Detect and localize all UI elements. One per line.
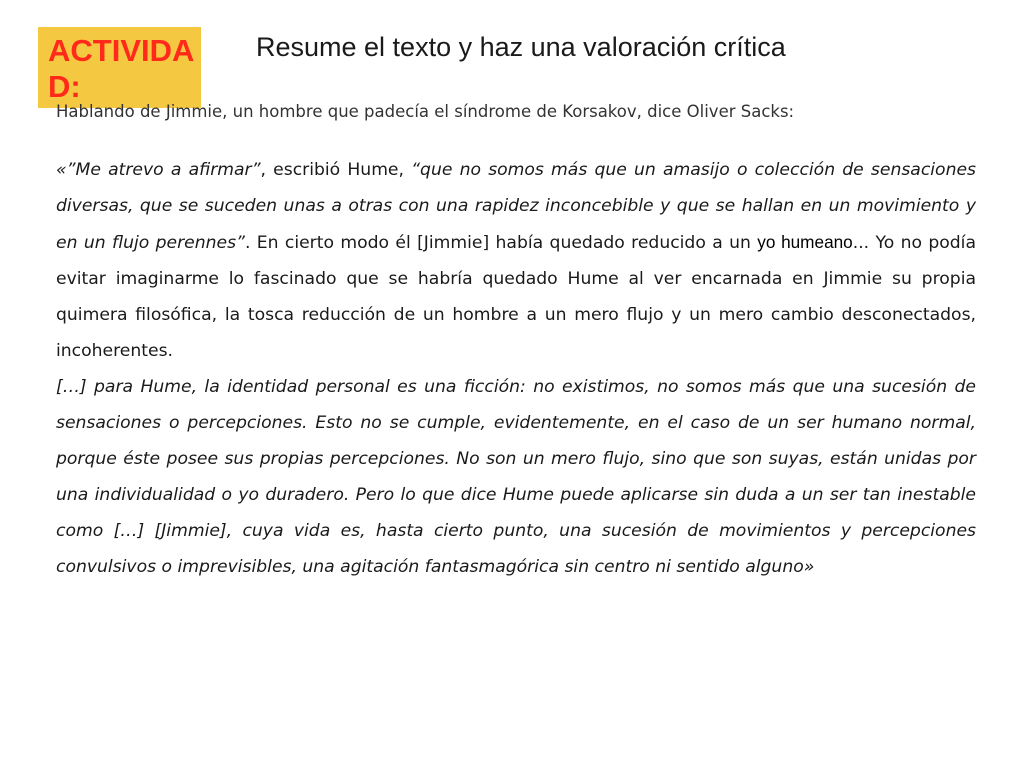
- quote-body: [56, 152, 976, 585]
- quote-continuation: . En cierto modo él [Jimmie] había quedado reducido a un: [244, 233, 758, 253]
- activity-badge-label: ACTIVIDAD:: [48, 33, 195, 104]
- intro-text: Hablando de Jimmie, un hombre que padecía el síndrome de Korsakov, dice Oliver Sacks:: [56, 102, 795, 121]
- hume-quote: “que no somos más que un amasijo o colección de sensaciones diversas, que se suceden unas a otras con una rapidez inconcebible y que se hallan en un movimiento y en un flujo perennes”: [56, 160, 976, 253]
- slide-title: Resume el texto y haz una valoración crítica: [256, 32, 786, 62]
- highlight-term: yo humeano: [757, 232, 853, 252]
- quote-paragraph-2: […] para Hume, la identidad personal es una ficción: no existimos, no somos más que una sucesión de sensaciones o percepciones. Esto no se cumple, evidentemente, en el caso de un ser humano normal, porque éste posee sus propias percepciones. No son un mero flujo, sino que son suyas, están unidas por una individualidad o yo duradero. Pero lo que dice Hume puede aplicarse sin duda a un ser tan inestable como […] [Jimmie], cuya vida es, hasta cierto punto, una sucesión de movimientos y percepciones convulsivos o imprevisibles, una agitación fantasmagórica sin centro ni sentido alguno»: [56, 377, 976, 577]
- quote-rest: ... Yo no podía evitar imaginarme lo fascinado que se habría quedado Hume al ver encarnada en Jimmie su propia quimera filosófica, la tosca reducción de un hombre a un mero flujo y un mero cambio desconectados, incoherentes.: [56, 233, 976, 361]
- hume-said: , escribió Hume,: [260, 160, 412, 180]
- quote-opening: «”Me atrevo a afirmar”: [56, 160, 261, 180]
- quote-paragraph-1: [56, 152, 976, 369]
- activity-badge: [38, 27, 201, 108]
